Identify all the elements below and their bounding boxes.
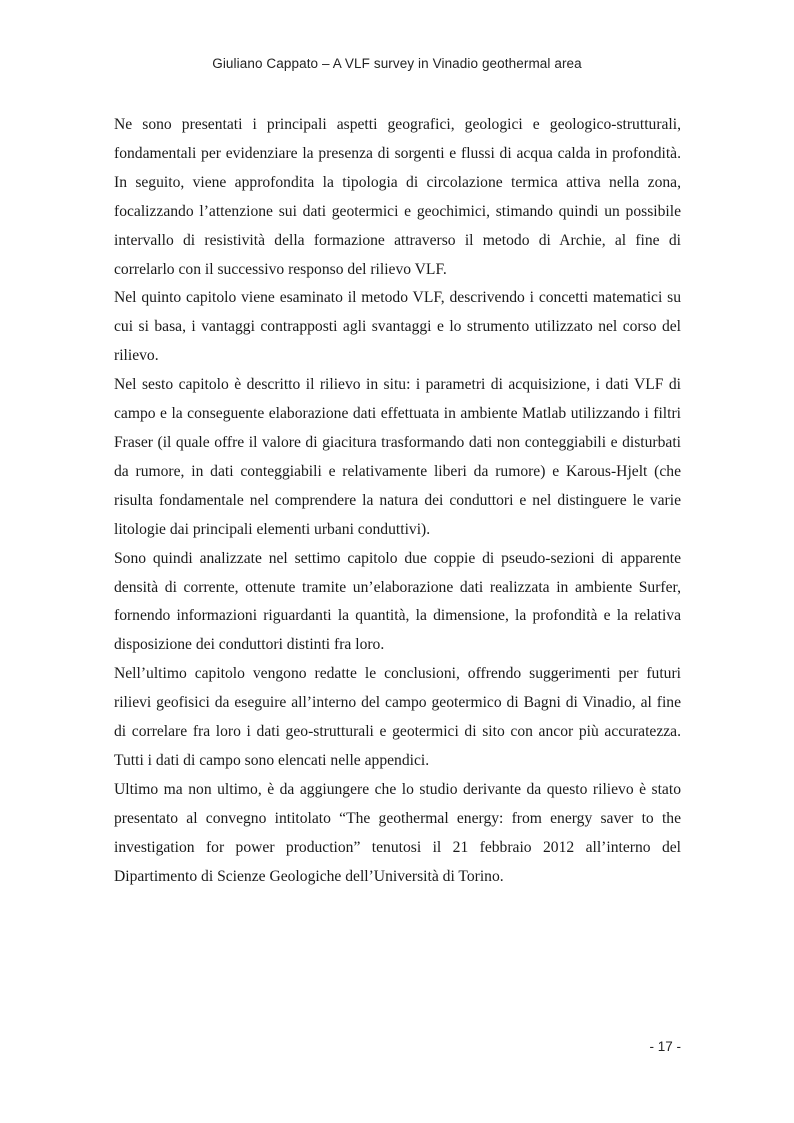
paragraph-conclusions-summary: Nell’ultimo capitolo vengono redatte le conclusioni, offrendo suggerimenti per futuri rilievi geofisici da eseguire all’interno del campo geotermico di Bagni di Vinadio, al fine di correlare fra loro i dati geo-strutturali e geotermici di sito con ancor più accuratezza. Tutti i dati di campo sono elencati nelle appendici. xyxy=(114,665,681,769)
paragraph-chapter-four-summary: Ne sono presentati i principali aspetti geografici, geologici e geologico-strutturali, fondamentali per evidenziare la presenza di sorgenti e flussi di acqua calda in profondità. In seguito, viene approfondita la tipologia di circolazione termica attiva nella zona, focalizzando l’attenzione sui dati geotermici e geochimici, stimando quindi un possibile intervallo di resistività della formazione attraverso il metodo di Archie, al fine di correlarlo con il successivo responso del rilievo VLF. xyxy=(114,116,681,278)
paragraph-chapter-six-summary: Nel sesto capitolo è descritto il rilievo in situ: i parametri di acquisizione, i dati VLF di campo e la conseguente elaborazione dati effettuata in ambiente Matlab utilizzando i filtri Fraser (il quale offre il valore di giacitura trasformando dati non conteggiabili e disturbati da rumore, in dati conteggiabili e relativamente liberi da rumore) e Karous-Hjelt (che risulta fondamentale nel comprendere la natura dei conduttori e nel distinguere le varie litologie dai principali elementi urbani conduttivi). xyxy=(114,376,681,538)
paragraph-conference-note: Ultimo ma non ultimo, è da aggiungere che lo studio derivante da questo rilievo è stato presentato al convegno intitolato “The geothermal energy: from energy saver to the investigation for power production” tenutosi il 21 febbraio 2012 all’interno del Dipartimento di Scienze Geologiche dell’Università di Torino. xyxy=(114,780,681,885)
page-number: - 17 - xyxy=(649,1039,681,1054)
body-text xyxy=(114,111,681,891)
paragraph-chapter-five-summary: Nel quinto capitolo viene esaminato il metodo VLF, descrivendo i concetti matematici su cui si basa, i vantaggi contrapposti agli svantaggi e lo strumento utilizzato nel corso del rilievo. xyxy=(114,289,681,365)
running-header: Giuliano Cappato – A VLF survey in Vinadio geothermal area xyxy=(212,56,582,71)
paragraph-chapter-seven-summary: Sono quindi analizzate nel settimo capitolo due coppie di pseudo-sezioni di apparente densità di corrente, ottenute tramite un’elaborazione dati realizzata in ambiente Surfer, fornendo informazioni riguardanti la quantità, la dimensione, la profondità e la relativa disposizione dei conduttori distinti fra loro. xyxy=(114,549,681,654)
